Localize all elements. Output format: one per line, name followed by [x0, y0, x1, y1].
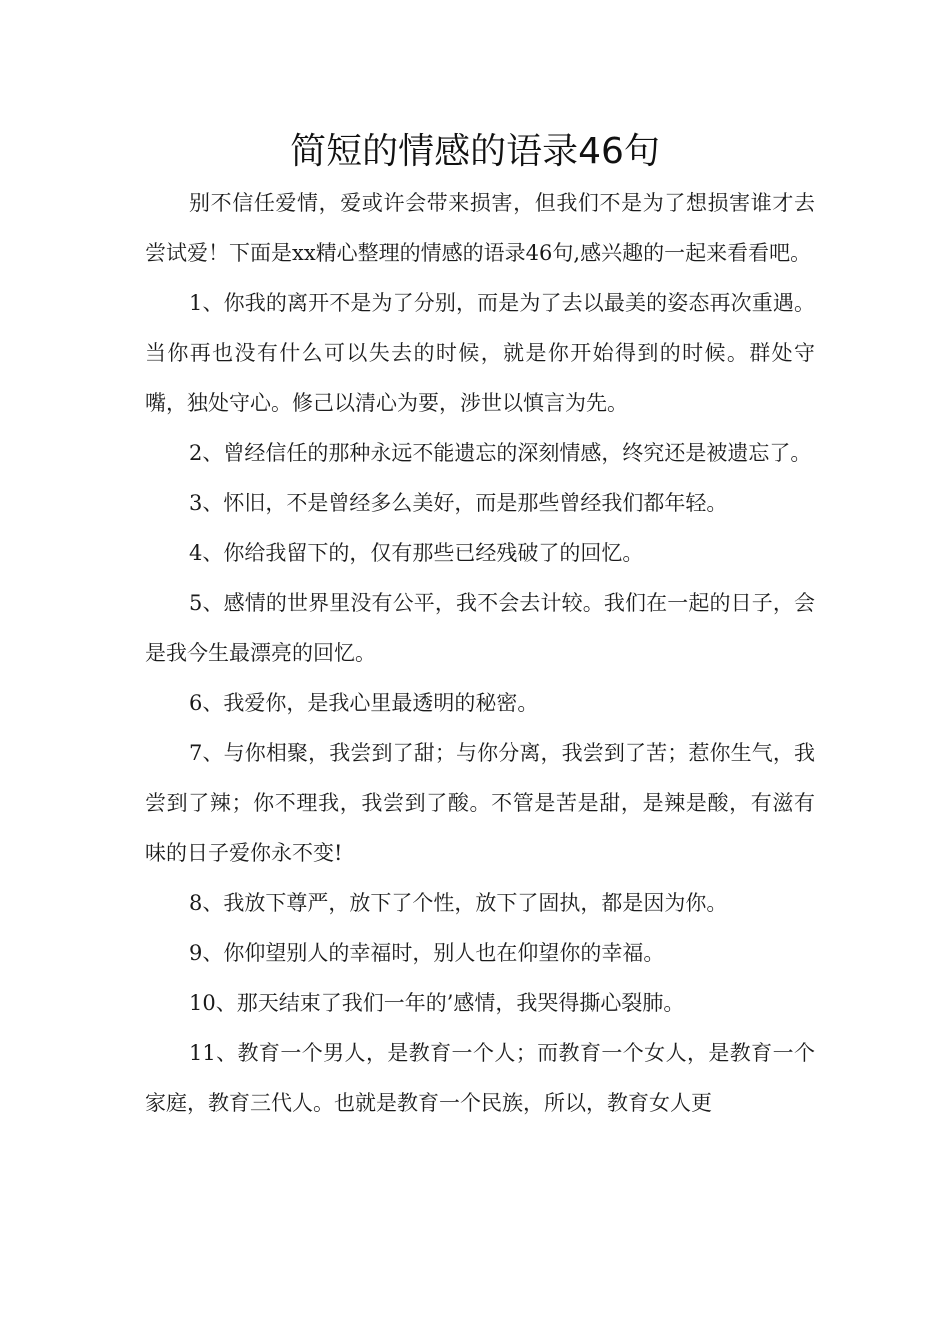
- quote-paragraph-9: 9、你仰望别人的幸福时，别人也在仰望你的幸福。: [189, 941, 665, 965]
- quote-paragraph-1: 1、你我的离开不是为了分别，而是为了去以最美的姿态再次重遇。当你再也没有什么可以失去的时候，就是你开始得到的时候。群处守嘴，独处守心。修己以清心为要，涉世以慎言为先。: [145, 291, 815, 415]
- quote-paragraph-6: 6、我爱你，是我心里最透明的秘密。: [189, 691, 539, 715]
- quote-paragraph-11: 11、教育一个男人，是教育一个人；而教育一个女人，是教育一个家庭，教育三代人。也就是教育一个民族，所以，教育女人更: [145, 1041, 815, 1115]
- quote-paragraph-3: 3、怀旧，不是曾经多么美好，而是那些曾经我们都年轻。: [189, 491, 728, 515]
- document-title: 简短的情感的语录46句: [290, 131, 660, 172]
- quote-paragraph-5: 5、感情的世界里没有公平，我不会去计较。我们在一起的日子，会是我今生最漂亮的回忆。: [145, 591, 815, 665]
- intro-paragraph: 别不信任爱情，爱或许会带来损害，但我们不是为了想损害谁才去尝试爱！下面是xx精心整理的情感的语录46句,感兴趣的一起来看看吧。: [145, 191, 815, 265]
- quote-paragraph-10: 10、那天结束了我们一年的’感情，我哭得撕心裂肺。: [189, 991, 685, 1015]
- document-body: [145, 178, 815, 1128]
- quote-paragraph-4: 4、你给我留下的，仅有那些已经残破了的回忆。: [189, 541, 644, 565]
- quote-paragraph-8: 8、我放下尊严，放下了个性，放下了固执，都是因为你。: [189, 891, 728, 915]
- quote-paragraph-2: 2、曾经信任的那种永远不能遗忘的深刻情感，终究还是被遗忘了。: [189, 441, 812, 465]
- quote-paragraph-7: 7、与你相聚，我尝到了甜；与你分离，我尝到了苦；惹你生气，我尝到了辣；你不理我，我尝到了酸。不管是苦是甜，是辣是酸，有滋有味的日子爱你永不变!: [145, 741, 815, 865]
